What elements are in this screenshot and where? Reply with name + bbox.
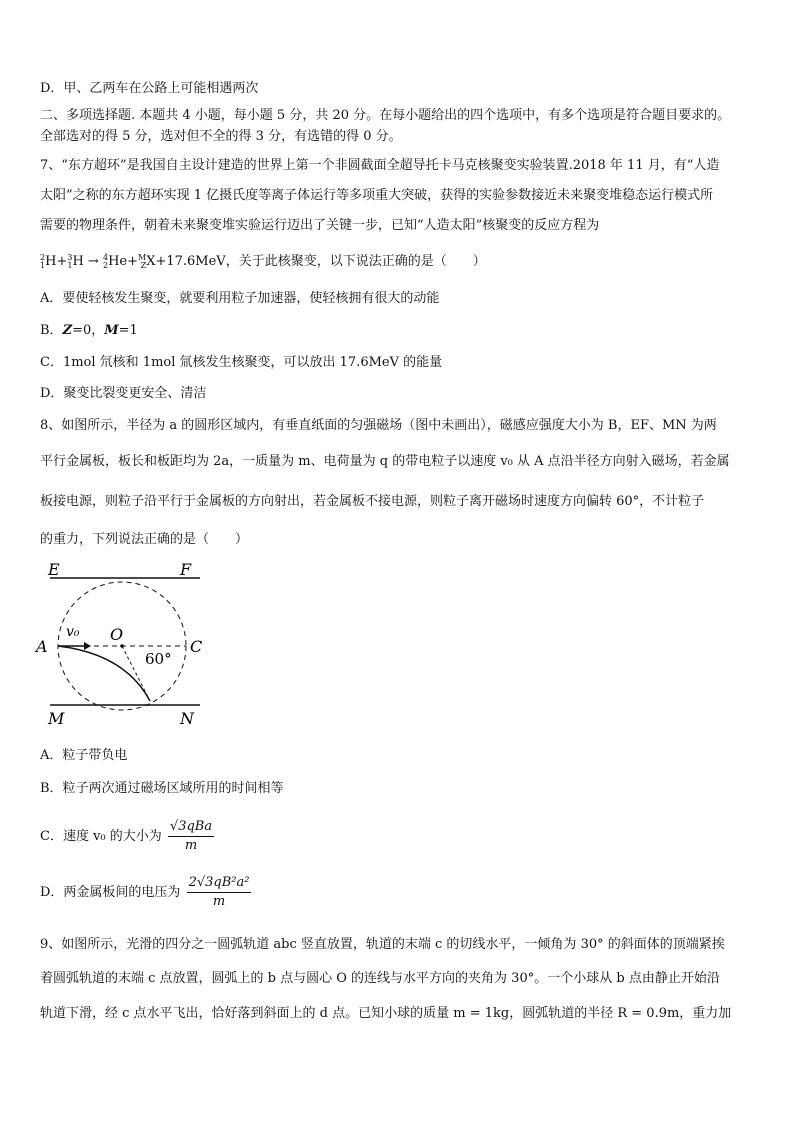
- question-7-option-c: C．1mol 氘核和 1mol 氚核发生核聚变，可以放出 17.6MeV 的能量: [40, 355, 443, 370]
- nuclide-tritium: 3 1 H: [67, 252, 84, 270]
- question-9-text: 着圆弧轨道的末端 c 点放置，圆弧上的 b 点与圆心 O 的连线与水平方向的夹角为 30°。一个小球从 b 点由静止开始沿: [40, 971, 720, 986]
- option-line: D．甲、乙两车在公路上可能相遇两次: [40, 81, 259, 96]
- question-8-option-a: A．粒子带负电: [40, 748, 128, 763]
- question-8-option-b: B．粒子两次通过磁场区域所用的时间相等: [40, 781, 284, 796]
- question-7-option-d: D．聚变比裂变更安全、清洁: [40, 386, 207, 401]
- label-f: F: [180, 560, 192, 579]
- question-7-option-a: A．要使轻核发生聚变，就要利用粒子加速器，使轻核拥有很大的动能: [40, 291, 440, 306]
- question-7-text: 需要的物理条件，朝着未来聚变堆实验运行迈出了关键一步，已知“人造太阳”核聚变的反应方程为: [40, 218, 600, 233]
- arrow-symbol: →: [87, 254, 99, 269]
- section-heading: 二、多项选择题. 本题共 4 小题，每小题 5 分，共 20 分。在每小题给出的四个选项中，有多个选项是符合题目要求的。: [40, 108, 731, 123]
- question-9-text: 9、如图所示，光滑的四分之一圆弧轨道 abc 竖直放置，轨道的末端 c 的切线水平，一倾角为 30° 的斜面体的顶端紧挨: [40, 937, 725, 952]
- question-7-text: 7、“东方超环”是我国自主设计建造的世界上第一个非圆截面全超导托卡马克核聚变实验装置.2018 年 11 月，有“人造: [40, 158, 720, 173]
- nuclide-deuterium: 2 1 H: [40, 252, 57, 270]
- question-8-option-d: D．两金属板间的电压为 $\frac{\text{2√3qB²a²}}{m}$: [40, 875, 250, 909]
- nuclide-helium: 4 2 He: [102, 252, 128, 270]
- label-m: M: [48, 709, 65, 728]
- nuclide-x: M Z X+17.6MeV: [138, 252, 226, 270]
- question-7-text: 太阳”之称的东方超环实现 1 亿摄氏度等离子体运行等多项重大突破，获得的实验参数接近未来聚变堆稳态运行模式所: [40, 188, 714, 203]
- fraction-v0: $\frac{\text{√3qBa}}{m}$: [169, 819, 213, 853]
- question-7-prompt: ，关于此核聚变，以下说法正确的是（ ）: [225, 254, 486, 269]
- label-c: C: [190, 637, 203, 656]
- section-note: 全部选对的得 5 分，选对但不全的得 3 分，有选错的得 0 分。: [40, 129, 402, 144]
- label-n: N: [180, 709, 194, 728]
- label-e: E: [48, 560, 60, 579]
- label-a: A: [36, 637, 48, 656]
- question-8-text: 板接电源，则粒子沿平行于金属板的方向射出，若金属板不接电源，则粒子离开磁场时速度方向偏转 60°，不计粒子: [40, 494, 705, 509]
- reaction-equation-line: 2 1 H+ 3 1 H → 4 2 He+ M Z X+17.6MeV，关于此核聚变，以下说法正确的是（ ）: [40, 252, 486, 272]
- magnetic-field-figure: [30, 556, 220, 736]
- question-8-prompt: 的重力，下列说法正确的是（ ）: [40, 532, 249, 547]
- label-angle: 60°: [145, 650, 172, 668]
- question-8-text: 平行金属板，板长和板距均为 2a，一质量为 m、电荷量为 q 的带电粒子以速度 v₀ 从 A 点沿半径方向射入磁场，若金属: [40, 454, 730, 469]
- question-9-text: 轨道下滑，经 c 点水平飞出，恰好落到斜面上的 d 点。已知小球的质量 m = 1kg，圆弧轨道的半径 R = 0.9m，重力加: [40, 1006, 732, 1021]
- fraction-voltage: $\frac{\text{2√3qB²a²}}{m}$: [188, 875, 250, 909]
- center-o-dot: [120, 644, 124, 648]
- question-8-option-c: C．速度 v₀ 的大小为 $\frac{\text{√3qBa}}{m}$: [40, 819, 213, 853]
- question-7-option-b: B．Z=0，M=1: [40, 323, 138, 338]
- label-o: O: [110, 625, 124, 644]
- label-v0: v₀: [66, 624, 80, 640]
- velocity-arrowhead: [84, 642, 91, 650]
- question-8-text: 8、如图所示，半径为 a 的圆形区域内，有垂直纸面的匀强磁场（图中未画出），磁感应强度大小为 B，EF、MN 为两: [40, 418, 717, 433]
